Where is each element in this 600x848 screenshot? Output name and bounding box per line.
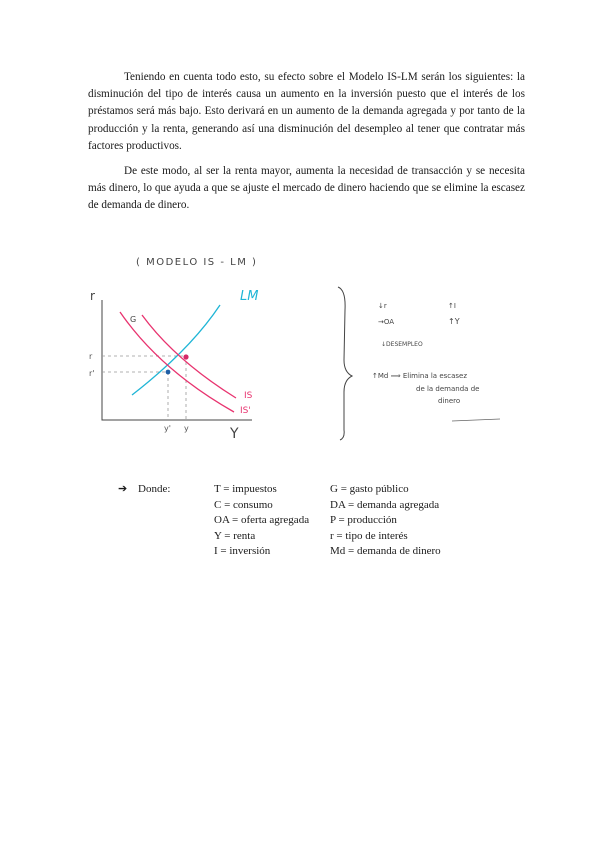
note-dinero: dinero (438, 397, 461, 405)
paragraph-2: De este modo, al ser la renta mayor, aumenta la necesidad de transacción y se necesita más dinero, lo que ayuda a que se ajuste el mercado de dinero haciendo que se elimine la escasez de demanda de dinero. (88, 165, 525, 212)
diagram-title: ( MODELO IS - LM ) (136, 257, 258, 268)
is-label: IS (244, 391, 253, 401)
note-demanda: de la demanda de (416, 385, 480, 393)
guide-lines (102, 356, 186, 420)
arrow-icon: ➔ (118, 483, 128, 495)
note-desempleo: ↓DESEMPLEO (381, 341, 423, 348)
legend-item: C = consumo (214, 498, 273, 511)
legend-item: OA = oferta agregada (214, 514, 310, 526)
legend-item: r = tipo de interés (330, 529, 408, 542)
g-label: G (130, 315, 137, 324)
legend-item: T = impuestos (214, 483, 277, 495)
y-tick: y (184, 424, 189, 433)
note-down-r: ↓r (378, 302, 387, 310)
paragraph-1: Teniendo en cuenta todo esto, su efecto sobre el Modelo IS-LM serán los siguientes: la disminución del tipo de interés causa un aumento en la inversión puesto que el interés de los préstamos será más bajo. Esto derivará en un aumento de la demanda agregada y por tanto de la producción y la renta, generando así una disminución del desempleo al tener que contratar más factores productivos. (88, 71, 525, 152)
legend-item: Y = renta (214, 529, 256, 542)
legend-item: DA = demanda agregada (330, 498, 440, 511)
legend-item: I = inversión (214, 545, 271, 557)
r-prime-tick: r' (89, 369, 95, 378)
note-oa: →OA (378, 318, 395, 326)
lm-label: LM (240, 289, 259, 304)
curly-brace (338, 287, 352, 440)
legend-item: Md = demanda de dinero (330, 545, 441, 557)
is-shifted-curve (120, 312, 234, 412)
y-prime-tick: y' (164, 424, 171, 433)
note-up-i: ↑I (448, 302, 456, 310)
equilibrium-point (183, 354, 188, 359)
note-md: ↑Md ⟹ Elimina la escasez (372, 372, 468, 380)
is-curve (142, 315, 236, 398)
legend-column-1 (214, 482, 309, 560)
equilibrium-point-new (166, 370, 171, 375)
y-axis-label: r (90, 289, 95, 303)
is-shifted-label: IS' (240, 406, 251, 416)
note-up-y: ↑Y (448, 317, 460, 326)
legend-item: P = producción (330, 514, 397, 526)
note-underline (452, 419, 500, 421)
legend-label: Donde: (138, 483, 171, 495)
legend-column-2 (330, 482, 441, 560)
x-axis-label: Y (230, 426, 239, 442)
legend-item: G = gasto público (330, 483, 409, 495)
r-tick: r (89, 352, 93, 361)
